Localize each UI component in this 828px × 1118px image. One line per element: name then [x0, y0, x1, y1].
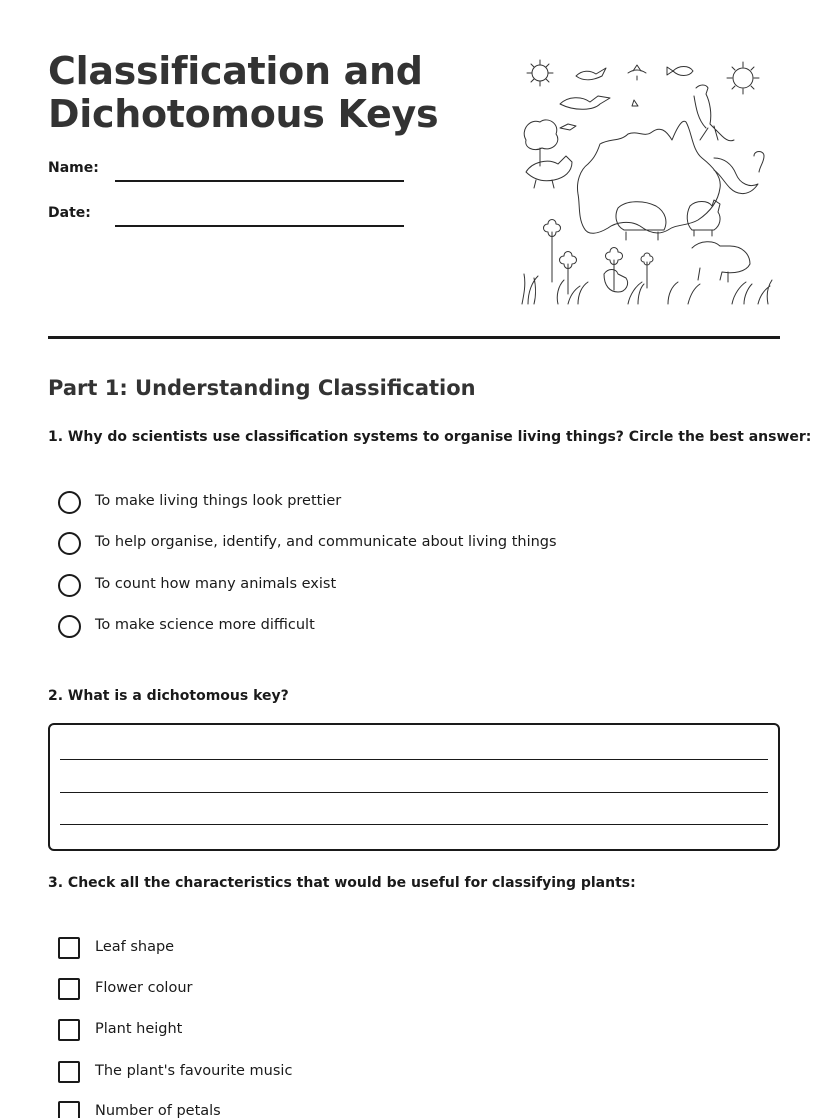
- tree-icon: [524, 120, 558, 166]
- flower-icon: [606, 248, 654, 291]
- lizard-icon: [714, 158, 758, 194]
- answer-line[interactable]: [60, 824, 768, 825]
- worksheet-title: [48, 50, 488, 136]
- emu-chick-icon: [604, 270, 628, 293]
- q1-option-1-label: To make living things look prettier: [95, 493, 342, 509]
- q3-option-5-label: Number of petals: [95, 1103, 221, 1118]
- title-line-2: Dichotomous Keys: [48, 92, 439, 136]
- date-field[interactable]: [48, 205, 408, 235]
- question-1-prompt: 1. Why do scientists use classification systems to organise living things? Circle the best answer:: [48, 429, 812, 445]
- title-line-1: Classification and: [48, 49, 423, 93]
- radio-circle-icon[interactable]: [58, 532, 81, 555]
- answer-line[interactable]: [60, 792, 768, 793]
- question-2-prompt: 2. What is a dichotomous key?: [48, 688, 289, 704]
- platypus-icon: [560, 96, 610, 109]
- checkbox-icon[interactable]: [58, 937, 80, 959]
- q1-option-2-label: To help organise, identify, and communicate about living things: [95, 534, 557, 550]
- q3-option-2-label: Flower colour: [95, 980, 193, 996]
- name-write-line[interactable]: [115, 180, 404, 182]
- radio-circle-icon[interactable]: [58, 615, 81, 638]
- checkbox-icon[interactable]: [58, 978, 80, 1000]
- question-3-prompt: 3. Check all the characteristics that would be useful for classifying plants:: [48, 875, 636, 891]
- checkbox-icon[interactable]: [58, 1101, 80, 1118]
- answer-line[interactable]: [60, 759, 768, 760]
- quoll-icon: [526, 156, 572, 188]
- checkbox-icon[interactable]: [58, 1019, 80, 1041]
- kangaroo-icon: [694, 85, 734, 141]
- checkbox-icon[interactable]: [58, 1061, 80, 1083]
- name-field[interactable]: [48, 160, 408, 190]
- q1-option-3-label: To count how many animals exist: [95, 576, 337, 592]
- australian-wildlife-illustration: [518, 56, 776, 308]
- wombat-icon: [616, 202, 666, 240]
- sun-icon: [727, 62, 759, 94]
- waratah-icon: [754, 152, 764, 173]
- australia-map-icon: [577, 121, 720, 233]
- flower-icon: [544, 220, 577, 295]
- q1-option-4-label: To make science more difficult: [95, 617, 315, 633]
- puppy-icon: [692, 242, 750, 282]
- name-label: Name:: [48, 160, 99, 176]
- radio-circle-icon[interactable]: [58, 574, 81, 597]
- radio-circle-icon[interactable]: [58, 491, 81, 514]
- sugar-glider-icon: [576, 68, 606, 80]
- q2-answer-box[interactable]: [48, 723, 780, 851]
- date-label: Date:: [48, 205, 91, 221]
- date-write-line[interactable]: [115, 225, 404, 227]
- fish-icon: [667, 67, 693, 76]
- sun-icon: [527, 60, 553, 86]
- section-divider: [48, 336, 780, 339]
- q3-option-4-label: The plant's favourite music: [95, 1063, 293, 1079]
- q3-option-3-label: Plant height: [95, 1021, 183, 1037]
- dingo-icon: [687, 200, 720, 236]
- q3-option-1-label: Leaf shape: [95, 939, 175, 955]
- part1-heading: Part 1: Understanding Classification: [48, 376, 476, 400]
- bird-icon: [628, 65, 646, 80]
